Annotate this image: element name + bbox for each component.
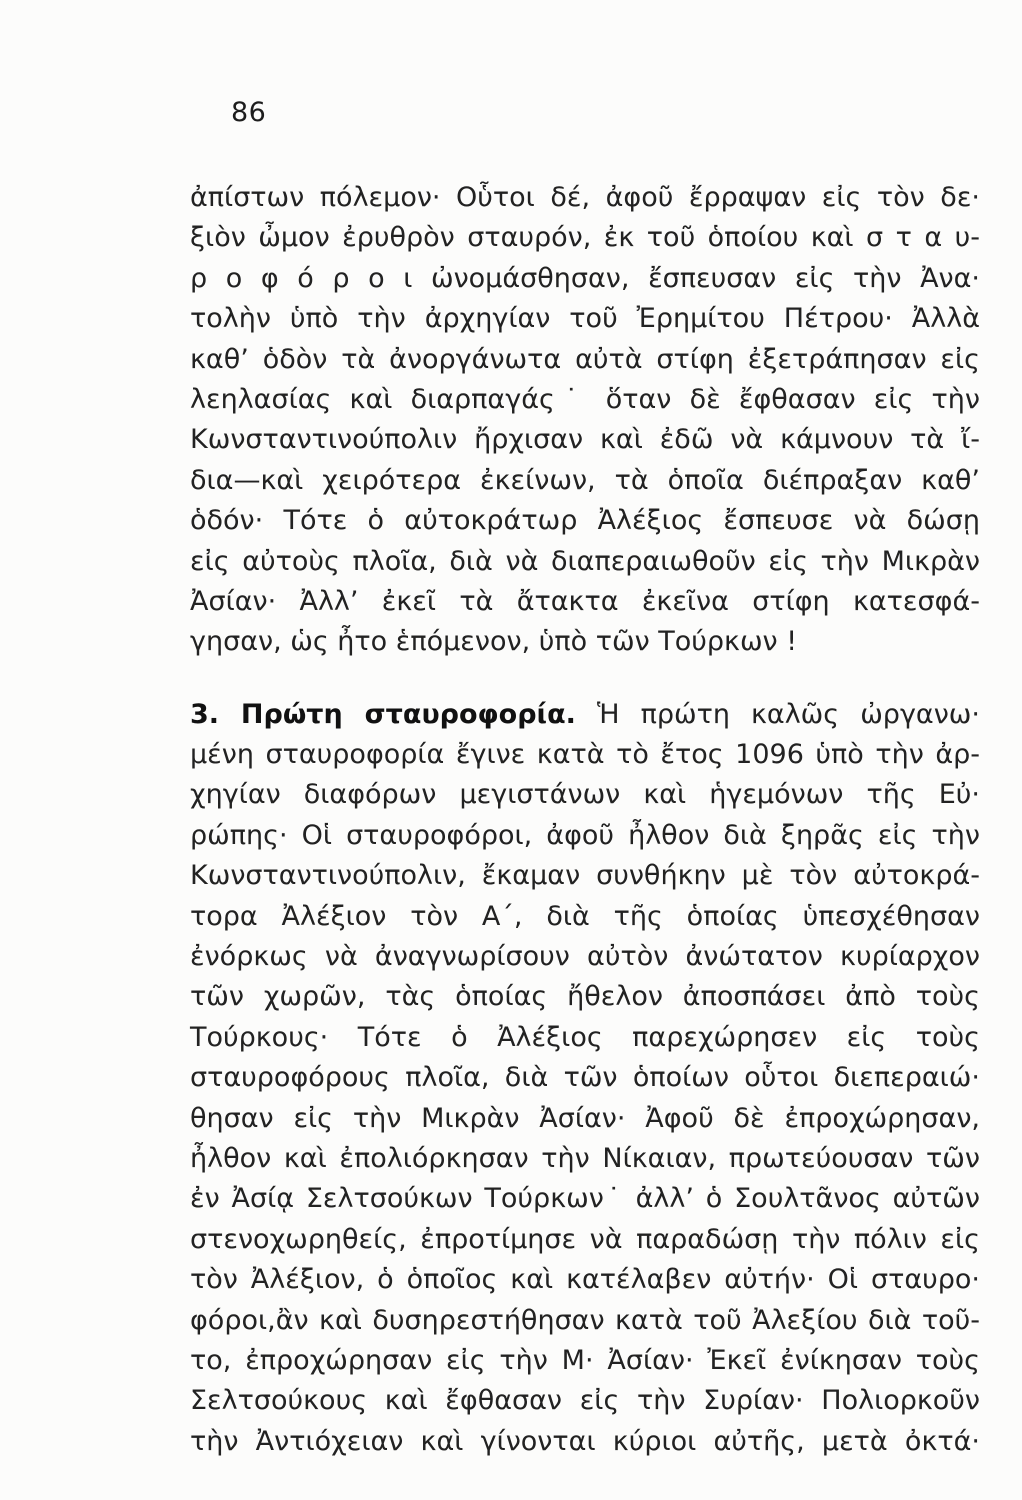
text-line: ἦλθον καὶ ἐπολιόρκησαν τὴν Νίκαιαν, πρωτεύουσαν τῶν — [190, 1142, 980, 1174]
text-line: Τούρκους· Τότε ὁ Ἀλέξιος παρεχώρησεν εἰς τοὺς — [190, 1021, 980, 1053]
text-line: Ἀσίαν· Ἀλλ’ ἐκεῖ τὰ ἄτακτα ἐκεῖνα στίφη κατεσφά- — [190, 585, 980, 617]
text-line: Κωνσταντινούπολιν ἤρχισαν καὶ ἐδῶ νὰ κάμνουν τὰ ἴ- — [190, 424, 980, 456]
text-line: δια—καὶ χειρότερα ἐκείνων, τὰ ὁποῖα διέπραξαν καθ’ — [190, 464, 980, 496]
text-line: ἀπίστων πόλεμον· Οὗτοι δέ, ἀφοῦ ἔρραψαν εἰς τὸν δε· — [190, 182, 980, 213]
text-line: τολὴν ὑπὸ τὴν ἀρχηγίαν τοῦ Ἐρημίτου Πέτρου· Ἀλλὰ — [190, 303, 980, 335]
text-line: ξιὸν ὦμον ἐρυθρὸν σταυρόν, ἐκ τοῦ ὁποίου καὶ σ τ α υ- — [190, 222, 980, 254]
page-number: 86 — [231, 97, 267, 128]
body-text — [190, 178, 980, 1462]
text-line: το, ἐπροχώρησαν εἰς τὴν Μ· Ἀσίαν· Ἐκεῖ ἐνίκησαν τοὺς — [190, 1344, 980, 1376]
text-line: ρ ο φ ό ρ ο ι ὠνομάσθησαν, ἔσπευσαν εἰς τὴν Ἀνα· — [190, 262, 980, 294]
text-line — [190, 695, 980, 735]
heading-line-text: Ἡ πρώτη καλῶς ὠργανω· — [596, 698, 980, 730]
text-line: γησαν, ὡς ἦτο ἑπόμενον, ὑπὸ τῶν Τούρκων ! — [190, 626, 798, 658]
text-line: φόροι,ἂν καὶ δυσηρεστήθησαν κατὰ τοῦ Ἀλεξίου διὰ τοῦ- — [190, 1304, 980, 1336]
paragraph — [190, 178, 980, 663]
text-line: τορα Ἀλέξιον τὸν Α΄, διὰ τῆς ὁποίας ὑπεσχέθησαν — [190, 900, 980, 932]
text-line: στενοχωρηθείς, ἐπροτίμησε νὰ παραδώσῃ τὴν πόλιν εἰς — [190, 1223, 980, 1255]
text-line: μένη σταυροφορία ἔγινε κατὰ τὸ ἔτος 1096 ὑπὸ τὴν ἀρ- — [190, 739, 980, 771]
text-line: λεηλασίας καὶ διαρπαγάς˙ ὅταν δὲ ἔφθασαν εἰς τὴν — [190, 383, 980, 415]
text-line: ὁδόν· Τότε ὁ αὐτοκράτωρ Ἀλέξιος ἔσπευσε νὰ δώσῃ — [190, 505, 980, 537]
paragraph — [190, 695, 980, 1462]
text-line: ρώπης· Οἱ σταυροφόροι, ἀφοῦ ἦλθον διὰ ξηρᾶς εἰς τὴν — [190, 819, 980, 851]
text-line: καθ’ ὁδὸν τὰ ἀνοργάνωτα αὐτὰ στίφη ἐξετράπησαν εἰς — [190, 343, 980, 375]
text-line: θησαν εἰς τὴν Μικρὰν Ἀσίαν· Ἀφοῦ δὲ ἐπροχώρησαν, — [190, 1102, 980, 1134]
text-line: ἐνόρκως νὰ ἀναγνωρίσουν αὐτὸν ἀνώτατον κυρίαρχον — [190, 941, 980, 973]
text-line: Σελτσούκους καὶ ἔφθασαν εἰς τὴν Συρίαν· Πολιορκοῦν — [190, 1385, 980, 1417]
text-line: Κωνσταντινούπολιν, ἔκαμαν συνθήκην μὲ τὸν αὐτοκρά- — [190, 860, 980, 892]
text-line: ἐν Ἀσίᾳ Σελτσούκων Τούρκων˙ ἀλλ’ ὁ Σουλτᾶνος αὐτῶν — [190, 1183, 980, 1215]
section-heading: 3. Πρώτη σταυροφορία. — [190, 698, 576, 730]
text-line: τὸν Ἀλέξιον, ὁ ὁποῖος καὶ κατέλαβεν αὐτήν· Οἱ σταυρο· — [190, 1264, 980, 1296]
text-line: σταυροφόρους πλοῖα, διὰ τῶν ὁποίων οὗτοι διεπεραιώ· — [190, 1062, 980, 1094]
text-line: τῶν χωρῶν, τὰς ὁποίας ἤθελον ἀποσπάσει ἀπὸ τοὺς — [190, 981, 980, 1013]
text-line: εἰς αὐτοὺς πλοῖα, διὰ νὰ διαπεραιωθοῦν εἰς τὴν Μικρὰν — [190, 545, 980, 577]
text-line: τὴν Ἀντιόχειαν καὶ γίνονται κύριοι αὐτῆς, μετὰ ὀκτά· — [190, 1425, 980, 1457]
text-line: χηγίαν διαφόρων μεγιστάνων καὶ ἡγεμόνων τῆς Εὐ· — [190, 779, 980, 811]
paragraph-spacer — [190, 663, 980, 695]
